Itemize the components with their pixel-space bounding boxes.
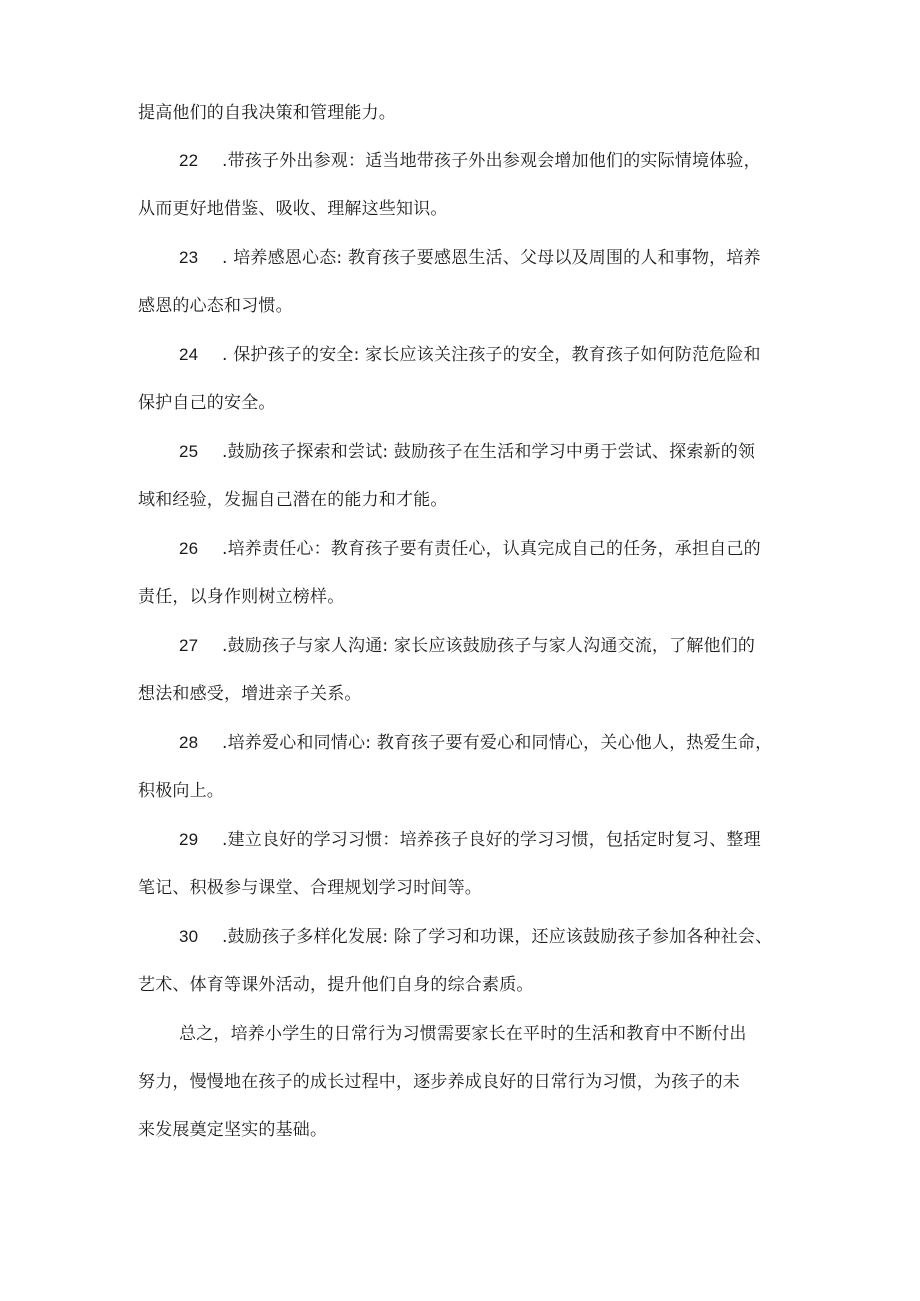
list-item-30-continuation: 艺术、体育等课外活动，提升他们自身的综合素质。 — [138, 975, 534, 995]
item-text: . 培养感恩心态: 教育孩子要感恩生活、父母以及周围的人和事物，培养 — [222, 248, 761, 268]
list-item-27 — [179, 634, 755, 658]
item-text: .建立良好的学习习惯：培养孩子良好的学习习惯，包括定时复习、整理 — [222, 830, 761, 850]
list-item-26 — [179, 537, 761, 561]
item-number: 25 — [179, 442, 199, 461]
item-number: 22 — [179, 151, 199, 170]
list-item-27-continuation: 想法和感受，增进亲子关系。 — [138, 684, 362, 704]
list-item-28-continuation: 积极向上。 — [138, 781, 224, 801]
list-item-23 — [179, 246, 761, 270]
list-item-22-continuation: 从而更好地借鉴、吸收、理解这些知识。 — [138, 199, 448, 219]
item-number: 28 — [179, 733, 199, 752]
item-text: . 保护孩子的安全: 家长应该关注孩子的安全，教育孩子如何防范危险和 — [222, 345, 761, 365]
list-item-24 — [179, 343, 761, 367]
conclusion-line-2: 努力，慢慢地在孩子的成长过程中，逐步养成良好的日常行为习惯，为孩子的未 — [138, 1072, 740, 1092]
item-text: .鼓励孩子与家人沟通: 家长应该鼓励孩子与家人沟通交流，了解他们的 — [222, 636, 756, 656]
item-text: .鼓励孩子多样化发展: 除了学习和功课，还应该鼓励孩子参加各种社会、 — [222, 927, 773, 947]
item-number: 26 — [179, 539, 199, 558]
list-item-26-continuation: 责任，以身作则树立榜样。 — [138, 587, 345, 607]
list-item-28 — [179, 731, 772, 755]
item-number: 30 — [179, 927, 199, 946]
item-text: .培养责任心：教育孩子要有责任心，认真完成自己的任务，承担自己的 — [222, 539, 761, 559]
list-item-22 — [179, 149, 761, 173]
item-text: .带孩子外出参观：适当地带孩子外出参观会增加他们的实际情境体验， — [222, 151, 761, 171]
item-number: 29 — [179, 830, 199, 849]
list-item-30 — [179, 925, 772, 949]
list-item-24-continuation: 保护自己的安全。 — [138, 393, 276, 413]
item-number: 27 — [179, 636, 199, 655]
list-item-29 — [179, 828, 761, 852]
item-text: .鼓励孩子探索和尝试: 鼓励孩子在生活和学习中勇于尝试、探索新的领 — [222, 442, 756, 462]
list-item-23-continuation: 感恩的心态和习惯。 — [138, 296, 293, 316]
conclusion-line-3: 来发展奠定坚实的基础。 — [138, 1120, 328, 1140]
list-item-25 — [179, 440, 755, 464]
conclusion-line-1: 总之，培养小学生的日常行为习惯需要家长在平时的生活和教育中不断付出 — [179, 1024, 747, 1044]
item-number: 23 — [179, 248, 199, 267]
intro-tail-line: 提高他们的自我决策和管理能力。 — [138, 103, 396, 123]
item-number: 24 — [179, 345, 199, 364]
list-item-29-continuation: 笔记、积极参与课堂、合理规划学习时间等。 — [138, 878, 482, 898]
list-item-25-continuation: 域和经验，发掘自己潜在的能力和才能。 — [138, 490, 448, 510]
item-text: .培养爱心和同情心: 教育孩子要有爱心和同情心，关心他人，热爱生命， — [222, 733, 773, 753]
